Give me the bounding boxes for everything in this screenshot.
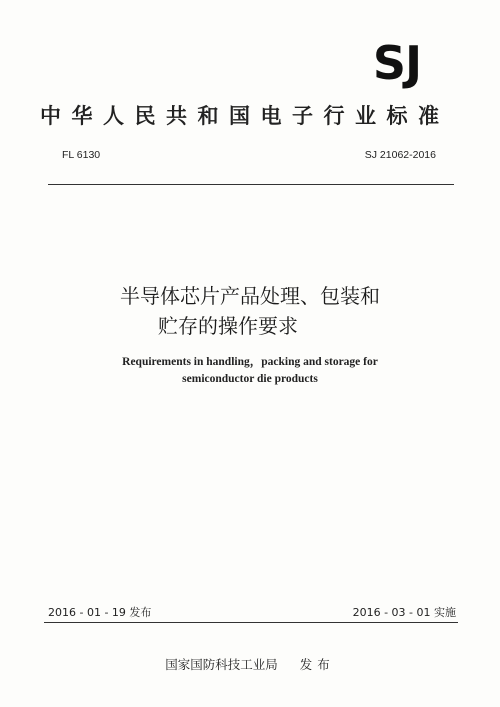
sj-logo-text: SJ xyxy=(372,36,422,90)
issue-label: 发布 xyxy=(299,657,335,672)
standard-category-title: 中华人民共和国电子行业标准 xyxy=(40,104,450,128)
chinese-title-line-2: 贮存的操作要求 xyxy=(158,314,298,338)
chinese-title-line-1: 半导体芯片产品处理、包装和 xyxy=(120,284,380,308)
issuing-authority xyxy=(0,655,500,673)
issuer-name: 国家国防科技工业局 xyxy=(165,657,278,672)
footer-divider xyxy=(44,622,458,623)
english-title-line-1: Requirements in handling，packing and storage for xyxy=(122,356,378,368)
classification-code: FL 6130 xyxy=(62,149,101,161)
english-title xyxy=(0,354,500,388)
standard-number: SJ 21062-2016 xyxy=(364,149,436,161)
chinese-title xyxy=(0,281,500,341)
implement-date: 2016 - 03 - 01 实施 xyxy=(352,606,456,619)
english-title-line-2: semiconductor die products xyxy=(182,373,318,385)
publish-date: 2016 - 01 - 19 发布 xyxy=(48,606,152,619)
header-divider xyxy=(48,184,454,185)
sj-logo xyxy=(356,36,438,90)
